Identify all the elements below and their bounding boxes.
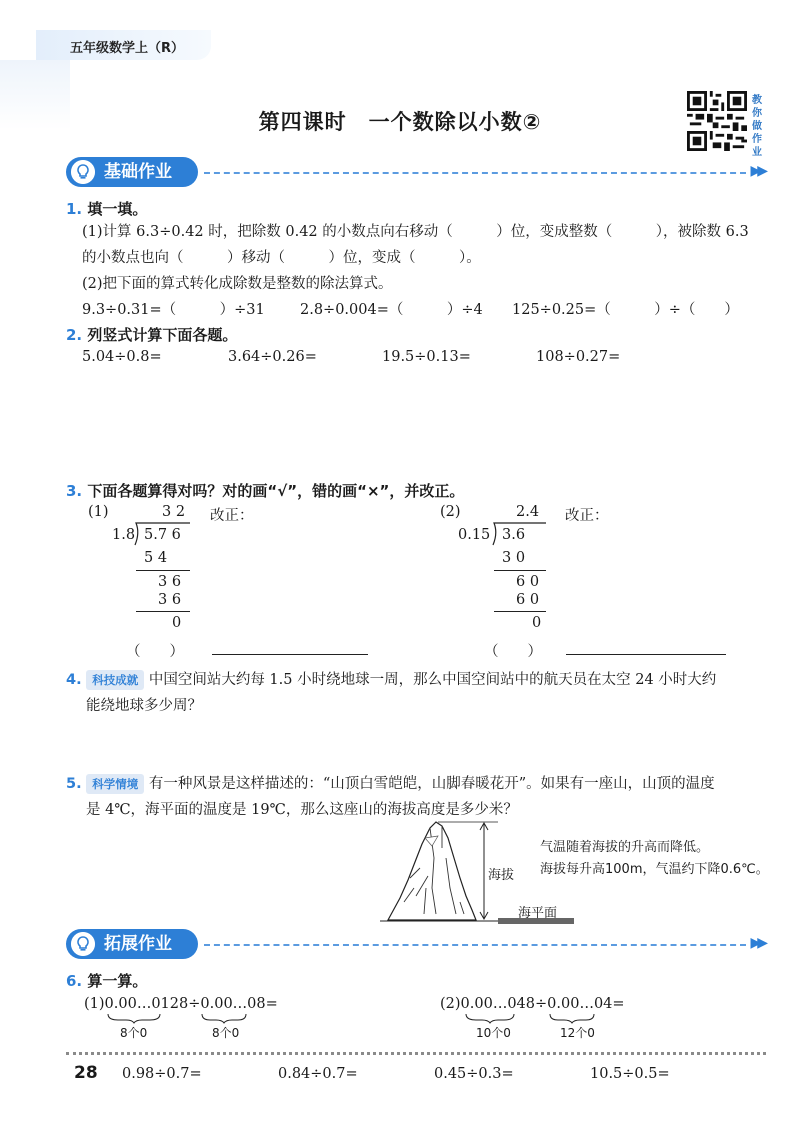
q3a-quotient: 3 2: [162, 504, 186, 520]
q6-title-text: 算一算。: [87, 972, 148, 990]
q6b-dividend: 0.00…048: [460, 996, 536, 1012]
q6a-divisor: 0.00…08: [200, 996, 266, 1012]
qr-label: [750, 94, 764, 159]
q3b-dividend: 3.6: [502, 527, 526, 543]
q2-item-3: 19.5÷0.13=: [382, 349, 471, 365]
q1-title: [66, 198, 147, 219]
q4-line-1: [66, 668, 716, 690]
q1-line-3: (2)把下面的算式转化成除数是整数的除法算式。: [82, 276, 393, 292]
qr-code-icon[interactable]: [687, 91, 747, 151]
q3b-divisor: 0.15: [458, 527, 491, 543]
q1-number: 1.: [66, 200, 83, 218]
q5-number: 5.: [66, 776, 82, 792]
fig-sea-level-label: 海平面: [518, 906, 558, 921]
q3a-correction-line[interactable]: [212, 654, 368, 655]
qr-label-char: 作: [752, 134, 762, 145]
q6a-label: (1): [84, 996, 105, 1012]
q6b-operator: ÷: [535, 996, 548, 1012]
q4-number: 4.: [66, 672, 82, 688]
fig-note-1: 气温随着海拔的升高而降低。: [540, 840, 710, 855]
q1-item-1: 9.3÷0.31=（ ）÷31: [82, 302, 265, 318]
q2-item-2: 3.64÷0.26=: [228, 349, 317, 365]
q3b-rule-2: [494, 611, 546, 612]
q6a-brace-1: 8个0: [120, 1026, 148, 1040]
q2-title-text: 列竖式计算下面各题。: [87, 326, 238, 344]
section-basic-title: 基础作业: [104, 162, 172, 182]
q3a-dividend: 5.7 6: [144, 527, 181, 543]
qr-label-char: 教: [752, 95, 762, 106]
q6a-braces: [106, 1012, 256, 1024]
q6-title: [66, 970, 147, 991]
footer-item-1: 0.98÷0.7=: [122, 1066, 202, 1082]
q6b-equals: =: [612, 996, 625, 1012]
q5-line-2: 是 4℃，海平面的温度是 19℃，那么这座山的海拔高度是多少米？: [86, 802, 518, 818]
q4-line-2: 能绕地球多少周？: [86, 698, 202, 714]
lightbulb-icon: [71, 160, 95, 184]
q6a-operator: ÷: [188, 996, 201, 1012]
q3-title: [66, 480, 464, 501]
footer-item-2: 0.84÷0.7=: [278, 1066, 358, 1082]
q3b-label: (2): [440, 504, 461, 520]
q1-title-text: 填一填。: [87, 200, 148, 218]
q5-badge: 科学情境: [86, 774, 144, 794]
q3a-rule-1: [136, 570, 190, 571]
q3a-divisor: 1.8: [112, 527, 136, 543]
q6-number: 6.: [66, 972, 83, 990]
fig-note-2: 海拔每升高100m，气温约下降0.6℃。: [540, 862, 769, 877]
section-divider: [204, 172, 746, 174]
q3b-correction-line[interactable]: [566, 654, 726, 655]
fig-altitude-label: 海拔: [488, 868, 515, 883]
footer-item-4: 10.5÷0.5=: [590, 1066, 670, 1082]
q3a-row-2: 3 6: [158, 574, 182, 590]
footer-item-3: 0.45÷0.3=: [434, 1066, 514, 1082]
q6a-dividend: 0.00…0128: [104, 996, 189, 1012]
q4-text-1: 中国空间站大约每 1.5 小时绕地球一周，那么中国空间站中的航天员在太空 24 小时大约: [148, 672, 717, 688]
q3a-judge-blank[interactable]: （ ）: [126, 644, 184, 660]
q3-number: 3.: [66, 482, 83, 500]
q5-line-1: [66, 772, 715, 794]
q1-item-3: 125÷0.25=（ ）÷（ ）: [512, 302, 739, 318]
lightbulb-icon: [71, 932, 95, 956]
q6b-label: (2): [440, 996, 461, 1012]
section-divider: [204, 944, 746, 946]
page-number: 28: [74, 1063, 98, 1083]
q3b-row-3: 6 0: [516, 592, 540, 608]
section-basic-pill: [66, 157, 198, 187]
q3b-fix-label: 改正：: [565, 508, 609, 524]
section-extend-title: 拓展作业: [104, 934, 172, 954]
q3a-rule-2: [136, 611, 190, 612]
q6a-brace-2: 8个0: [212, 1026, 240, 1040]
book-tag: [36, 30, 211, 60]
q3a-label: (1): [88, 504, 109, 520]
q6a-equals: =: [265, 996, 278, 1012]
q3b-row-1: 3 0: [502, 550, 526, 566]
section-basic-header: [66, 157, 764, 189]
qr-label-char: 做: [752, 121, 762, 132]
qr-label-char: 你: [752, 108, 762, 119]
q6b-brace-2: 12个0: [560, 1026, 595, 1040]
double-arrow-icon: ▶▶: [750, 163, 764, 179]
book-title: 五年级数学上（R）: [70, 41, 185, 56]
q3-title-text: 下面各题算得对吗？对的画“√”，错的画“×”，并改正。: [87, 482, 465, 500]
q3a-row-1: 5 4: [144, 550, 168, 566]
q2-item-4: 108÷0.27=: [536, 349, 621, 365]
q3a-fix-label: 改正：: [210, 508, 254, 524]
q3a-row-4: 0: [172, 615, 182, 631]
q2-item-1: 5.04÷0.8=: [82, 349, 162, 365]
q5-text-1: 有一种风景是这样描述的：“山顶白雪皑皑，山脚春暖花开”。如果有一座山，山顶的温度: [148, 776, 715, 792]
q2-number: 2.: [66, 326, 83, 344]
q6b-divisor: 0.00…04: [547, 996, 613, 1012]
q6b-brace-1: 10个0: [476, 1026, 511, 1040]
q3b-quotient: 2.4: [516, 504, 540, 520]
q6a-expression: [84, 996, 278, 1012]
double-arrow-icon: ▶▶: [750, 935, 764, 951]
page-title: 第四课时 一个数除以小数②: [258, 110, 542, 134]
q1-line-1: (1)计算 6.3÷0.42 时，把除数 0.42 的小数点向右移动（ ）位，变成整数（ ），被除数 6.3: [82, 224, 749, 240]
q3b-judge-blank[interactable]: （ ）: [484, 644, 542, 660]
footer-separator: [66, 1052, 766, 1055]
q1-item-2: 2.8÷0.004=（ ）÷4: [300, 302, 483, 318]
q1-line-2: 的小数点也向（ ）移动（ ）位，变成（ ）。: [82, 250, 481, 266]
q6b-braces: [464, 1012, 614, 1024]
section-extend-header: [66, 929, 764, 961]
qr-label-char: 业: [752, 147, 762, 158]
q3b-rule-1: [494, 570, 546, 571]
section-extend-pill: [66, 929, 198, 959]
q4-badge: 科技成就: [86, 670, 144, 690]
q3b-row-4: 0: [532, 615, 542, 631]
q3a-row-3: 3 6: [158, 592, 182, 608]
q3b-row-2: 6 0: [516, 574, 540, 590]
q6b-expression: [440, 996, 625, 1012]
q2-title: [66, 324, 237, 345]
